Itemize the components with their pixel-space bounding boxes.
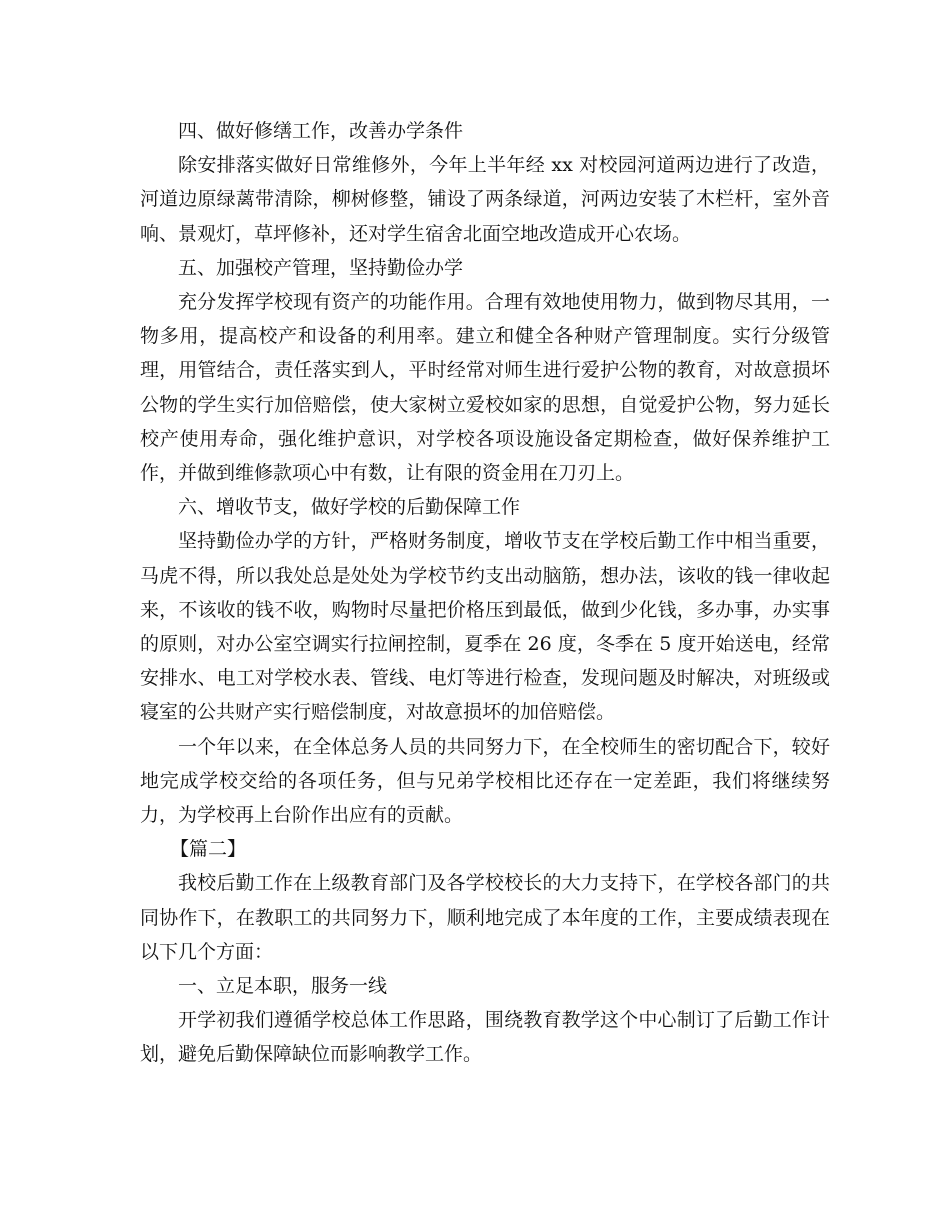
- document-body: [140, 114, 830, 1072]
- section-heading-four: 四、做好修缮工作，改善办学条件: [178, 120, 464, 142]
- paragraph-part-two-intro: 我校后勤工作在上级教育部门及各学校校长的大力支持下，在学校各部门的共同协作下，在教职工的共同努力下，顺利地完成了本年度的工作，主要成绩表现在以下几个方面：: [140, 872, 830, 963]
- part-two-marker: 【篇二】: [170, 838, 247, 861]
- paragraph-year-summary: 一个年以来，在全体总务人员的共同努力下，在全校师生的密切配合下，较好地完成学校交给的各项任务，但与兄弟学校相比还存在一定差距，我们将继续努力，为学校再上台阶作出应有的贡献。: [140, 735, 830, 827]
- paragraph-asset-management: 充分发挥学校现有资产的功能作用。合理有效地使用物力，做到物尽其用，一物多用，提高校产和设备的利用率。建立和健全各种财产管理制度。实行分级管理，用管结合，责任落实到人，平时经常对师生进行爱护公物的教育，对故意损坏公物的学生实行加倍赔偿，使大家树立爱校如家的思想，自觉爱护公物，努力延长校产使用寿命，强化维护意识，对学校各项设施设备定期检查，做好保养维护工作，并做到维修款项心中有数，让有限的资金用在刀刃上。: [140, 291, 830, 485]
- paragraph-maintenance: 除安排落实做好日常维修外，今年上半年经 xx 对校园河道两边进行了改造，河道边原绿蓠带清除，柳树修整，铺设了两条绿道，河两边安装了木栏杆，室外音响、景观灯，草坪修补，还对学生宿舍北面空地改造成开心农场。: [140, 154, 830, 245]
- paragraph-work-plan: 开学初我们遵循学校总体工作思路，围绕教育教学这个中心制订了后勤工作计划，避免后勤保障缺位而影响教学工作。: [140, 1009, 830, 1066]
- section-heading-five: 五、加强校产管理，坚持勤俭办学: [178, 256, 464, 279]
- paragraph-cost-saving: 坚持勤俭办学的方针，严格财务制度，增收节支在学校后勤工作中相当重要，马虎不得，所以我处总是处处为学校节约支出动脑筋，想办法，该收的钱一律收起来，不该收的钱不收，购物时尽量把价格压到最低，做到少化钱，多办事，办实事的原则，对办公室空调实行拉闸控制，夏季在 26 度，冬季在 5 度开始送电，经常安排水、电工对学校水表、管线、电灯等进行检查，发现问题及时解决，对班级或寝室的公共财产实行赔偿制度，对故意损坏的加倍赔偿。: [140, 530, 830, 724]
- section-heading-six: 六、增收节支，做好学校的后勤保障工作: [178, 496, 521, 519]
- section-heading-one: 一、立足本职，服务一线: [178, 975, 388, 998]
